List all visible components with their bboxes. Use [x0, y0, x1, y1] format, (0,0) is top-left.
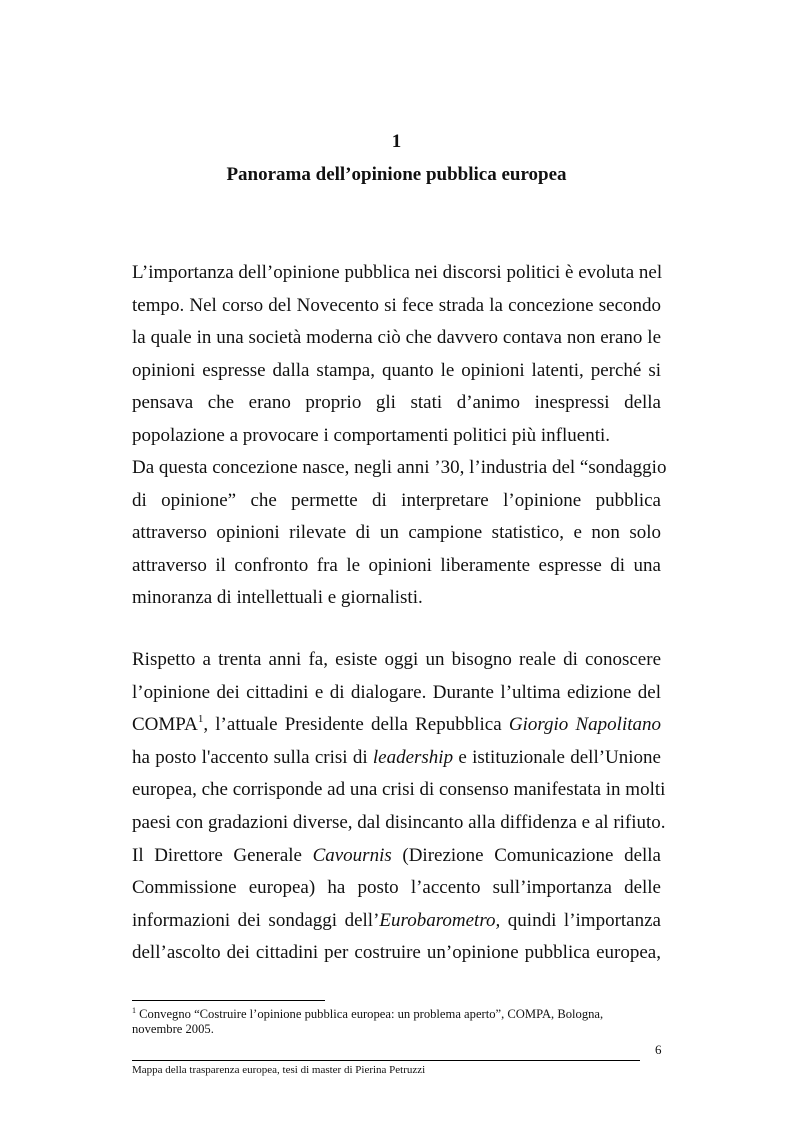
text-line: minoranza di intellettuali e giornalisti.: [132, 587, 423, 609]
text-line: la quale in una società moderna ciò che davvero contava non erano le: [132, 327, 661, 349]
text-line: tempo. Nel corso del Novecento si fece strada la concezione secondo: [132, 294, 661, 316]
footnote-line: [132, 1007, 661, 1022]
text-line: paesi con gradazioni diverse, dal disincanto alla diffidenza e al rifiuto.: [132, 811, 666, 833]
text-line: popolazione a provocare i comportamenti politici più influenti.: [132, 424, 611, 446]
chapter-title: Panorama dell’opinione pubblica europea: [226, 164, 567, 185]
text-line: Rispetto a trenta anni fa, esiste oggi un bisogno reale di conoscere: [132, 649, 661, 670]
text-line: pensava che erano proprio gli stati d’animo inespressi della: [132, 392, 661, 414]
text-line: [132, 709, 661, 742]
chapter-number: 1: [391, 131, 402, 152]
text-line: attraverso il confronto fra le opinioni liberamente espresse di una: [132, 554, 661, 576]
text-line: dell’ascolto dei cittadini per costruire un’opinione pubblica europea,: [132, 942, 661, 964]
emphasis-text: leadership: [372, 746, 454, 768]
footer-text: Mappa della trasparenza europea, tesi di master di Pierina Petruzzi: [132, 1064, 426, 1076]
compa-text: COMPA: [132, 714, 198, 736]
paragraph-2: [132, 452, 667, 615]
text-line: di opinione” che permette di interpretare l’opinione pubblica: [132, 489, 661, 511]
text-line: l’opinione dei cittadini e di dialogare. Durante l’ultima edizione del: [132, 681, 661, 703]
person-name: Giorgio Napolitano: [508, 714, 662, 736]
line-text: quindi l’importanza: [500, 909, 661, 931]
text-line: Commissione europea) ha posto l’accento sull’importanza delle: [132, 877, 661, 899]
line-text: (Direzione Comunicazione della: [391, 844, 661, 866]
text-line: [132, 742, 661, 775]
footer-divider: [132, 1060, 640, 1061]
footnote-divider: [132, 1000, 325, 1001]
line-text: Il Direttore Generale: [132, 844, 313, 866]
text-line: europea, che corrisponde ad una crisi di consenso manifestata in molti: [132, 779, 666, 801]
paragraph-3: [132, 644, 666, 970]
text-line: opinioni espresse dalla stampa, quanto le opinioni latenti, perché si: [132, 359, 661, 381]
page-number: 6: [655, 1042, 662, 1057]
footnote-ref[interactable]: 1: [197, 713, 204, 726]
text-line: [132, 905, 661, 938]
line-text: e istituzionale dell’Unione: [453, 746, 661, 768]
footnote-line: novembre 2005.: [132, 1022, 214, 1036]
text-line: [132, 840, 661, 873]
emphasis-text: Eurobarometro,: [379, 909, 501, 931]
text-line: Da questa concezione nasce, negli anni ’30, l’industria del “sondaggio: [132, 457, 667, 478]
paragraph-1: [132, 257, 661, 453]
line-text: informazioni dei sondaggi dell’: [132, 909, 380, 931]
person-name: Cavournis: [312, 844, 392, 866]
text-line: attraverso opinioni rilevate di un campione statistico, e non solo: [132, 522, 661, 544]
line-text: ha posto l'accento sulla crisi di: [132, 746, 373, 768]
text-line: L’importanza dell’opinione pubblica nei discorsi politici è evoluta nel: [132, 262, 663, 283]
line-text: , l’attuale Presidente della Repubblica: [203, 714, 509, 736]
footnote-marker: 1: [132, 1006, 136, 1015]
footnote: [132, 1007, 661, 1037]
footnote-text: Convegno “Costruire l’opinione pubblica europea: un problema aperto”, COMPA, Bologna,: [136, 1007, 604, 1021]
